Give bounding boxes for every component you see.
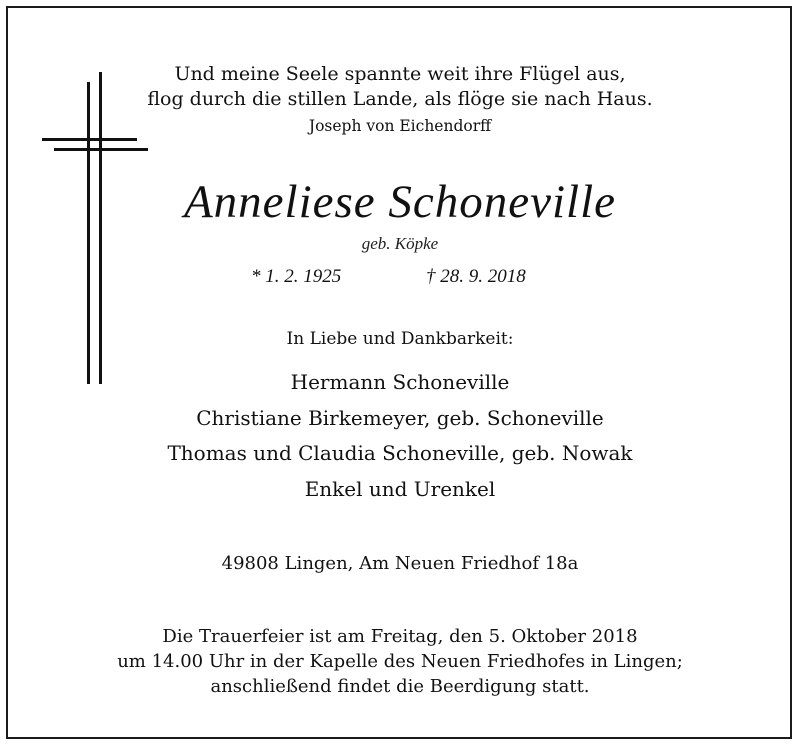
mourning-address: 49808 Lingen, Am Neuen Friedhof 18a bbox=[221, 553, 579, 574]
death-date: † 28. 9. 2018 bbox=[426, 266, 526, 287]
mourner-name: Hermann Schoneville bbox=[290, 370, 510, 394]
quote-line-2: flog durch die stillen Lande, als flöge sie nach Haus. bbox=[147, 88, 653, 110]
mourner-name: Thomas und Claudia Schoneville, geb. Nowak bbox=[167, 441, 633, 465]
quote-line-1: Und meine Seele spannte weit ihre Flügel aus, bbox=[174, 63, 626, 85]
funeral-notice-line-3: anschließend findet die Beerdigung statt. bbox=[210, 676, 590, 697]
mourners-intro: In Liebe und Dankbarkeit: bbox=[286, 329, 514, 349]
birth-date: * 1. 2. 1925 bbox=[251, 266, 342, 287]
funeral-notice-line-2: um 14.00 Uhr in der Kapelle des Neuen Friedhofes in Lingen; bbox=[117, 651, 683, 672]
life-dates bbox=[0, 266, 800, 292]
mourner-name: Christiane Birkemeyer, geb. Schoneville bbox=[196, 406, 604, 430]
quote-author: Joseph von Eichendorff bbox=[308, 117, 492, 135]
mourner-name: Enkel und Urenkel bbox=[304, 477, 496, 501]
deceased-name: Anneliese Schoneville bbox=[183, 176, 617, 228]
birth-name: geb. Köpke bbox=[361, 234, 439, 253]
funeral-notice-line-1: Die Trauerfeier ist am Freitag, den 5. Oktober 2018 bbox=[162, 626, 638, 647]
